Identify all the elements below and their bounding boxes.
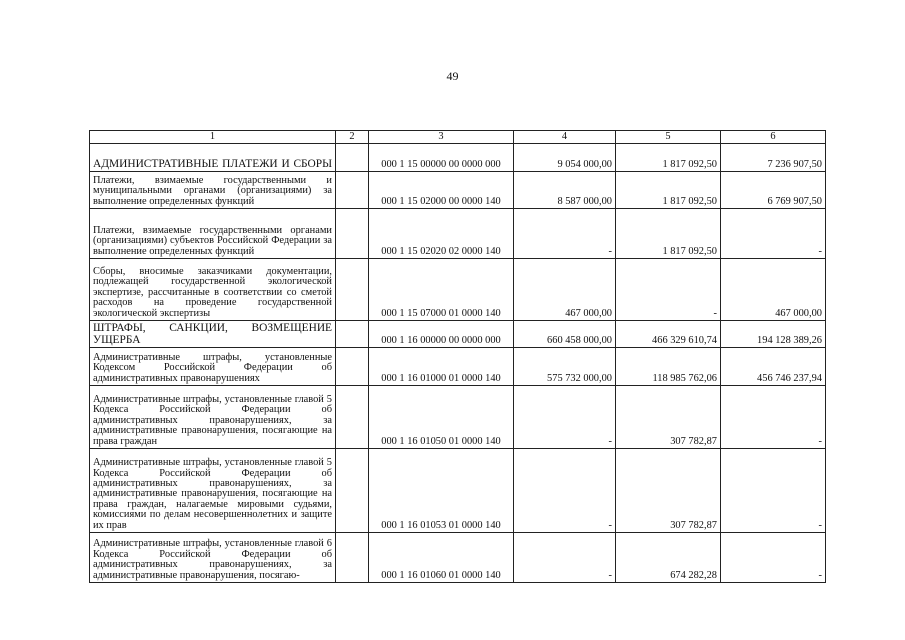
row-value-col5: 466 329 610,74 (616, 321, 721, 348)
row-code: 000 1 16 01060 01 0000 140 (369, 533, 514, 583)
row-code: 000 1 16 01050 01 0000 140 (369, 386, 514, 449)
row-value-col6: - (721, 449, 826, 533)
row-value-col6: 6 769 907,50 (721, 172, 826, 209)
page-number: 49 (446, 69, 459, 83)
row-code: 000 1 16 01000 01 0000 140 (369, 348, 514, 386)
row-value-col4: 8 587 000,00 (514, 172, 616, 209)
row-code: 000 1 15 07000 01 0000 140 (369, 259, 514, 321)
row-value-col4: 660 458 000,00 (514, 321, 616, 348)
row-name: ШТРАФЫ, САНКЦИИ, ВОЗМЕЩЕНИЕ УЩЕРБА (90, 321, 336, 348)
column-header: 4 (514, 131, 616, 144)
table-header-row (90, 131, 826, 144)
table-row (90, 259, 826, 321)
row-code: 000 1 15 00000 00 0000 000 (369, 144, 514, 172)
row-value-col6: - (721, 533, 826, 583)
row-name: АДМИНИСТРАТИВНЫЕ ПЛАТЕЖИ И СБОРЫ (90, 144, 336, 172)
row-value-col5: - (616, 259, 721, 321)
table-row (90, 348, 826, 386)
row-name: Административные штрафы, установленные главой 5 Кодекса Российской Федерации об административных правонарушениях, за административные правонарушения, посягающие на права граждан, налагаемые мировыми судьями, комиссиями по делам несовершеннолетних и защите их прав (90, 449, 336, 533)
row-value-col6: 456 746 237,94 (721, 348, 826, 386)
table-row (90, 209, 826, 259)
row-name: Административные штрафы, установленные главой 5 Кодекса Российской Федерации об административных правонарушениях, за административные правонарушения, посягающие на права граждан (90, 386, 336, 449)
row-empty-cell (336, 172, 369, 209)
row-empty-cell (336, 144, 369, 172)
row-value-col5: 674 282,28 (616, 533, 721, 583)
row-name: Административные штрафы, установленные Кодексом Российской Федерации об административных правонарушениях (90, 348, 336, 386)
row-name: Сборы, вносимые заказчиками документации, подлежащей государственной экологической экспертизе, рассчитанные в соответствии со сметой расходов на проведение государственной экологической экспертизы (90, 259, 336, 321)
row-code: 000 1 16 01053 01 0000 140 (369, 449, 514, 533)
column-header: 3 (369, 131, 514, 144)
table-row (90, 321, 826, 348)
row-value-col6: - (721, 386, 826, 449)
row-value-col6: 194 128 389,26 (721, 321, 826, 348)
row-empty-cell (336, 348, 369, 386)
row-code: 000 1 16 00000 00 0000 000 (369, 321, 514, 348)
row-empty-cell (336, 386, 369, 449)
row-value-col4: - (514, 386, 616, 449)
row-value-col6: - (721, 209, 826, 259)
row-name: Административные штрафы, установленные главой 6 Кодекса Российской Федерации об административных правонарушениях, за административные правонарушения, посягаю- (90, 533, 336, 583)
row-name: Платежи, взимаемые государственными органами (организациями) субъектов Российской Федерации за выполнение определенных функций (90, 209, 336, 259)
column-header: 5 (616, 131, 721, 144)
row-empty-cell (336, 259, 369, 321)
table-row (90, 172, 826, 209)
row-value-col4: - (514, 449, 616, 533)
table-row (90, 386, 826, 449)
row-empty-cell (336, 533, 369, 583)
row-value-col4: 467 000,00 (514, 259, 616, 321)
column-header: 1 (90, 131, 336, 144)
row-empty-cell (336, 449, 369, 533)
row-value-col4: - (514, 209, 616, 259)
budget-table (89, 130, 826, 583)
row-code: 000 1 15 02020 02 0000 140 (369, 209, 514, 259)
row-empty-cell (336, 321, 369, 348)
row-value-col6: 7 236 907,50 (721, 144, 826, 172)
row-empty-cell (336, 209, 369, 259)
column-header: 2 (336, 131, 369, 144)
table-row (90, 449, 826, 533)
row-value-col6: 467 000,00 (721, 259, 826, 321)
row-value-col4: 575 732 000,00 (514, 348, 616, 386)
table-row (90, 533, 826, 583)
row-value-col5: 307 782,87 (616, 386, 721, 449)
row-value-col5: 1 817 092,50 (616, 172, 721, 209)
table-row (90, 144, 826, 172)
row-value-col5: 1 817 092,50 (616, 209, 721, 259)
row-value-col5: 307 782,87 (616, 449, 721, 533)
row-value-col5: 118 985 762,06 (616, 348, 721, 386)
row-value-col4: - (514, 533, 616, 583)
row-name: Платежи, взимаемые государственными и муниципальными органами (организациями) за выполнение определенных функций (90, 172, 336, 209)
row-value-col5: 1 817 092,50 (616, 144, 721, 172)
row-value-col4: 9 054 000,00 (514, 144, 616, 172)
row-code: 000 1 15 02000 00 0000 140 (369, 172, 514, 209)
column-header: 6 (721, 131, 826, 144)
